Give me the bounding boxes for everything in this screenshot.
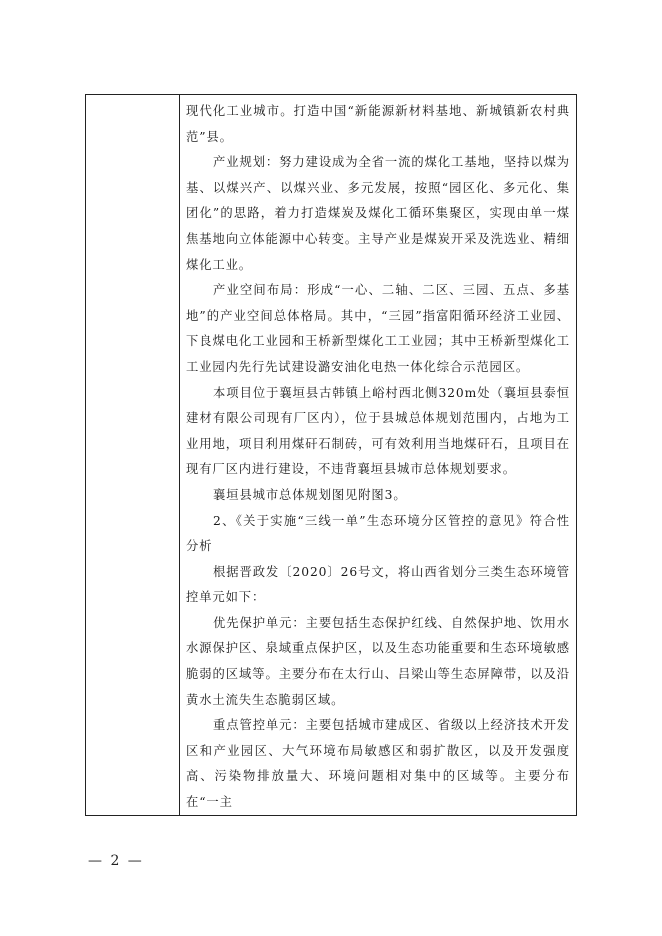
- paragraph-planning-figure-ref: 襄垣县城市总体规划图见附图3。: [213, 487, 407, 502]
- paragraph-control-units-intro: 根据晋政发〔2020〕26号文，将山西省划分三类生态环境管控单元如下：: [186, 564, 570, 605]
- paragraph-section-heading: 2、《关于实施“三线一单”生态环境分区管控的意见》符合性分析: [186, 513, 570, 554]
- paragraph-industry-planning: 产业规划：努力建设成为全省一流的煤化工基地，坚持以煤为基、以煤兴产、以煤兴业、多元发展，按照“园区化、多元化、集团化”的思路，着力打造煤炭及煤化工循环集聚区，实现由单一煤焦基地向立体能源中心转变。主导产业是煤炭开采及洗选业、精细煤化工业。: [186, 155, 570, 272]
- paragraph-planning-intro: 现代化工业城市。打造中国“新能源新材料基地、新城镇新农村典范”县。: [186, 104, 570, 144]
- paragraph-key-control: 重点管控单元：主要包括城市建成区、省级以上经济技术开发区和产业园区、大气环境布局敏感区和弱扩散区，以及开发强度高、污染物排放量大、环境问题相对集中的区域等。主要分布在“一主: [186, 718, 570, 810]
- table-left-column: [86, 95, 180, 815]
- document-table: [85, 94, 577, 816]
- paragraph-priority-protection: 优先保护单元：主要包括生态保护红线、自然保护地、饮用水水源保护区、泉域重点保护区，以及生态功能重要和生态环境敏感脆弱的区域等。主要分布在太行山、吕梁山等生态屏障带，以及沿黄水土流失生态脆弱区域。: [186, 615, 570, 707]
- paragraph-industry-layout: 产业空间布局：形成“一心、二轴、二区、三园、五点、多基地”的产业空间总体格局。其中，“三园”指富阳循环经济工业园、下良煤电化工业园和王桥新型煤化工工业园；其中王桥新型煤化工工业园内先行先试建设潞安油化电热一体化综合示范园区。: [186, 283, 570, 374]
- paragraph-project-location: 本项目位于襄垣县古韩镇上峪村西北侧320m处（襄垣县泰恒建材有限公司现有厂区内），位于县城总体规划范围内，占地为工业用地，项目利用煤矸石制砖，可有效利用当地煤矸石，且项目在现有厂区内进行建设，不违背襄垣县城市总体规划要求。: [186, 385, 570, 477]
- table-content-cell: [186, 99, 570, 816]
- page-number: — 2 —: [88, 853, 144, 869]
